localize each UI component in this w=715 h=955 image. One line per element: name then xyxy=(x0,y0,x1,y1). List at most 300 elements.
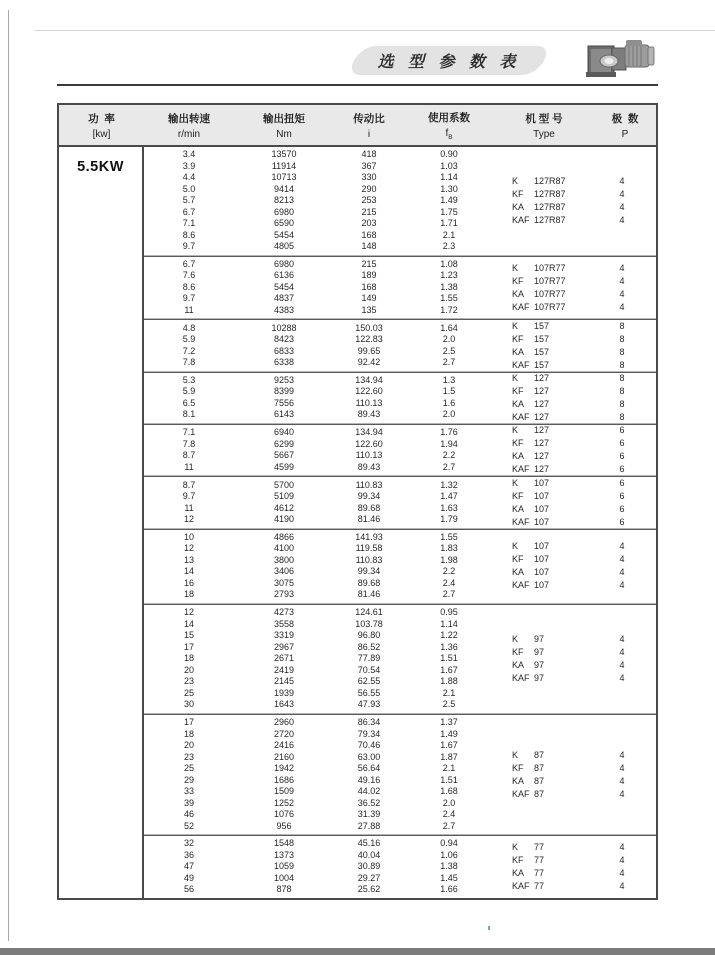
cell: 1059 xyxy=(273,861,295,872)
cell: 1.83 xyxy=(440,543,458,554)
cell: 2.4 xyxy=(442,577,456,588)
type-row xyxy=(512,346,658,359)
cell: 89.68 xyxy=(357,502,381,513)
cell: 1.08 xyxy=(440,258,458,269)
type-model: 77 xyxy=(534,881,545,892)
cell: 215 xyxy=(361,206,377,217)
cell: 1004 xyxy=(273,872,295,883)
cell: 25 xyxy=(183,763,194,773)
cell: 14 xyxy=(183,618,194,629)
cell: 134.94 xyxy=(355,374,383,385)
type-prefix: KA xyxy=(512,868,525,879)
cell: 1.14 xyxy=(440,618,458,629)
cell: 150.03 xyxy=(355,322,383,333)
cell: 1373 xyxy=(273,849,295,860)
poles-value: 4 xyxy=(619,301,625,312)
cell: 36 xyxy=(183,849,194,860)
poles-value: 6 xyxy=(619,490,625,501)
cell: 6833 xyxy=(273,345,295,356)
poles-value: 6 xyxy=(619,477,625,488)
cell: 1.49 xyxy=(440,728,458,739)
cell: 2.2 xyxy=(442,566,456,577)
cell: 7.2 xyxy=(182,345,196,356)
cell: 96.80 xyxy=(357,630,381,641)
poles-value: 4 xyxy=(619,672,625,683)
data-block xyxy=(144,478,656,528)
cell: 0.95 xyxy=(440,607,458,618)
type-prefix: K xyxy=(512,749,519,760)
cell: 0.90 xyxy=(440,149,458,159)
type-model: 157 xyxy=(534,346,550,357)
cell: 253 xyxy=(361,195,377,205)
cell: 49.16 xyxy=(357,774,381,785)
cell: 86.34 xyxy=(357,717,381,727)
cell: 4805 xyxy=(273,241,295,251)
cell: 0.94 xyxy=(440,838,458,849)
cell: 1.88 xyxy=(440,676,458,687)
data-block xyxy=(144,257,656,319)
cell: 1.30 xyxy=(440,183,458,194)
type-row xyxy=(512,867,658,880)
type-model: 107 xyxy=(534,477,550,488)
cell: 1.79 xyxy=(440,514,458,525)
cell: 1.22 xyxy=(440,630,458,641)
type-column xyxy=(512,478,658,528)
cell: 6.7 xyxy=(182,206,196,217)
data-block xyxy=(144,836,656,898)
cell: 6136 xyxy=(273,270,295,281)
cell: 1.5 xyxy=(442,386,456,397)
type-prefix: KA xyxy=(512,451,525,462)
cell: 124.61 xyxy=(355,607,383,618)
cell: 1939 xyxy=(273,687,295,698)
cell: 7556 xyxy=(273,397,295,408)
type-prefix: K xyxy=(512,372,519,383)
type-column xyxy=(512,836,658,898)
type-model: 107R77 xyxy=(534,301,566,312)
type-model: 97 xyxy=(534,659,545,670)
poles-value: 8 xyxy=(619,333,625,344)
cell: 2145 xyxy=(273,676,295,687)
cell: 1.38 xyxy=(440,281,458,292)
cell: 15 xyxy=(183,630,194,641)
cell: 8213 xyxy=(273,195,295,205)
type-row xyxy=(512,659,658,672)
cell: 215 xyxy=(361,258,377,269)
cell: 89.68 xyxy=(357,577,381,588)
cell: 6.5 xyxy=(182,397,196,408)
cell: 418 xyxy=(361,149,377,159)
cell: 29.27 xyxy=(357,872,381,883)
cell: 10713 xyxy=(271,172,297,182)
cell: 7.1 xyxy=(182,427,196,438)
cell: 1.75 xyxy=(440,206,458,217)
cell: 45.16 xyxy=(357,838,381,849)
poles-value: 4 xyxy=(619,842,625,853)
type-row xyxy=(512,788,658,801)
poles-value: 8 xyxy=(619,385,625,396)
poles-value: 6 xyxy=(619,451,625,462)
cell: 1.49 xyxy=(440,195,458,205)
cell: 77.89 xyxy=(357,653,381,664)
type-model: 127 xyxy=(534,385,550,396)
type-row xyxy=(512,214,658,227)
poles-value: 4 xyxy=(619,554,625,565)
type-prefix: KAF xyxy=(512,672,530,683)
cell: 1.64 xyxy=(440,322,458,333)
type-row xyxy=(512,841,658,854)
cell: 2.3 xyxy=(442,241,456,251)
type-model: 107R77 xyxy=(534,262,566,273)
type-model: 107 xyxy=(534,541,550,552)
type-prefix: KF xyxy=(512,762,524,773)
cell: 103.78 xyxy=(355,618,383,629)
type-prefix: K xyxy=(512,262,519,273)
cell: 1548 xyxy=(273,838,295,849)
cell: 86.52 xyxy=(357,641,381,652)
cell: 8.6 xyxy=(182,229,196,240)
poles-value: 4 xyxy=(619,855,625,866)
type-row xyxy=(512,188,658,201)
cell: 3.4 xyxy=(182,149,196,159)
cell: 1942 xyxy=(273,763,295,773)
cell: 52 xyxy=(183,820,194,831)
cell: 148 xyxy=(361,241,377,251)
cell: 6143 xyxy=(273,409,295,420)
cell: 1.55 xyxy=(440,531,458,542)
cell: 13 xyxy=(183,554,194,565)
cell: 4.8 xyxy=(182,322,196,333)
cell: 2.7 xyxy=(442,461,456,472)
cell: 14 xyxy=(183,566,194,577)
cell: 2671 xyxy=(273,653,295,664)
type-row xyxy=(512,201,658,214)
poles-value: 8 xyxy=(619,359,625,370)
cell: 44.02 xyxy=(357,786,381,796)
cell: 36.52 xyxy=(357,797,381,808)
cell: 8.7 xyxy=(182,479,196,490)
cell: 5109 xyxy=(273,491,295,502)
type-prefix: KA xyxy=(512,503,525,514)
data-block xyxy=(144,715,656,834)
cell: 4383 xyxy=(273,304,295,315)
scan-edge-bottom xyxy=(0,948,715,955)
cell: 3558 xyxy=(273,618,295,629)
type-model: 107 xyxy=(534,567,550,578)
cell: 30 xyxy=(183,699,194,710)
header-type: 机 型 号 Type xyxy=(525,112,563,140)
cell: 11914 xyxy=(271,160,297,171)
type-model: 127 xyxy=(534,425,550,436)
poles-value: 6 xyxy=(619,438,625,449)
type-model: 97 xyxy=(534,646,545,657)
cell: 10288 xyxy=(271,322,297,333)
scan-speck xyxy=(488,926,490,930)
cell: 4837 xyxy=(273,293,295,304)
cell: 9414 xyxy=(273,183,295,194)
type-model: 157 xyxy=(534,359,550,370)
cell: 32 xyxy=(183,838,194,849)
cell: 1.55 xyxy=(440,293,458,304)
poles-value: 4 xyxy=(619,659,625,670)
cell: 122.60 xyxy=(355,386,383,397)
type-model: 87 xyxy=(534,749,545,760)
scan-edge-top xyxy=(34,30,715,31)
type-model: 107 xyxy=(534,503,550,514)
cell: 2960 xyxy=(273,717,295,727)
cell: 9.7 xyxy=(182,241,196,251)
type-row xyxy=(512,672,658,685)
cell: 2.1 xyxy=(442,763,456,773)
poles-value: 4 xyxy=(619,188,625,199)
poles-value: 4 xyxy=(619,567,625,578)
type-column xyxy=(512,147,658,255)
data-block xyxy=(144,373,656,423)
cell: 99.34 xyxy=(357,491,381,502)
type-column xyxy=(512,373,658,423)
cell: 1.76 xyxy=(440,427,458,438)
header-output-speed: 输出转速 r/min xyxy=(168,112,210,140)
type-row xyxy=(512,762,658,775)
type-row xyxy=(512,450,658,463)
cell: 2.7 xyxy=(442,589,456,600)
cell: 3075 xyxy=(273,577,295,588)
type-row xyxy=(512,775,658,788)
type-row xyxy=(512,288,658,301)
cell: 7.8 xyxy=(182,438,196,449)
type-model: 77 xyxy=(534,842,545,853)
cell: 5.3 xyxy=(182,374,196,385)
type-row xyxy=(512,301,658,314)
cell: 2.4 xyxy=(442,809,456,819)
cell: 4190 xyxy=(273,514,295,525)
cell: 25 xyxy=(183,687,194,698)
type-column xyxy=(512,715,658,834)
type-row xyxy=(512,175,658,188)
cell: 56 xyxy=(183,884,194,895)
type-prefix: KA xyxy=(512,201,525,212)
cell: 2967 xyxy=(273,641,295,652)
cell: 122.60 xyxy=(355,438,383,449)
table-header-row xyxy=(59,105,656,147)
type-model: 127 xyxy=(534,464,550,475)
poles-value: 4 xyxy=(619,214,625,225)
type-model: 157 xyxy=(534,333,550,344)
cell: 6980 xyxy=(273,206,295,217)
type-row xyxy=(512,463,658,476)
cell: 92.42 xyxy=(357,357,381,368)
type-model: 127R87 xyxy=(534,201,566,212)
type-model: 107R77 xyxy=(534,275,566,286)
cell: 3.9 xyxy=(182,160,196,171)
cell: 119.58 xyxy=(355,543,383,554)
type-row xyxy=(512,437,658,450)
type-prefix: KAF xyxy=(512,214,530,225)
cell: 81.46 xyxy=(357,589,381,600)
type-column xyxy=(512,530,658,603)
type-model: 127 xyxy=(534,372,550,383)
poles-value: 8 xyxy=(619,320,625,331)
poles-value: 4 xyxy=(619,262,625,273)
scan-edge-left xyxy=(8,10,9,941)
type-prefix: KAF xyxy=(512,580,530,591)
data-block xyxy=(144,530,656,603)
cell: 10 xyxy=(183,531,194,542)
cell: 9253 xyxy=(273,374,295,385)
cell: 1.37 xyxy=(440,717,458,727)
type-row xyxy=(512,749,658,762)
poles-value: 4 xyxy=(619,646,625,657)
cell: 2.1 xyxy=(442,687,456,698)
cell: 7.6 xyxy=(182,270,196,281)
type-model: 107 xyxy=(534,490,550,501)
cell: 56.64 xyxy=(357,763,381,773)
cell: 1.71 xyxy=(440,218,458,228)
type-model: 107R77 xyxy=(534,288,566,299)
cell: 40.04 xyxy=(357,849,381,860)
selection-parameter-table xyxy=(57,103,658,900)
cell: 31.39 xyxy=(357,809,381,819)
type-prefix: KA xyxy=(512,659,525,670)
cell: 2720 xyxy=(273,728,295,739)
title-divider xyxy=(57,84,658,86)
cell: 141.93 xyxy=(355,531,383,542)
type-row xyxy=(512,359,658,372)
type-row xyxy=(512,540,658,553)
cell: 2419 xyxy=(273,664,295,675)
cell: 23 xyxy=(183,751,194,762)
cell: 17 xyxy=(183,717,194,727)
header-output-torque: 输出扭矩 Nm xyxy=(263,112,305,140)
cell: 70.54 xyxy=(357,664,381,675)
cell: 8399 xyxy=(273,386,295,397)
cell: 8423 xyxy=(273,334,295,345)
cell: 4273 xyxy=(273,607,295,618)
cell: 2.7 xyxy=(442,820,456,831)
type-column xyxy=(512,321,658,371)
cell: 63.00 xyxy=(357,751,381,762)
type-model: 97 xyxy=(534,672,545,683)
poles-value: 6 xyxy=(619,516,625,527)
cell: 1643 xyxy=(273,699,295,710)
poles-value: 4 xyxy=(619,775,625,786)
cell: 367 xyxy=(361,160,377,171)
type-prefix: K xyxy=(512,320,519,331)
cell: 1.87 xyxy=(440,751,458,762)
type-prefix: KF xyxy=(512,333,524,344)
cell: 1.68 xyxy=(440,786,458,796)
type-prefix: K xyxy=(512,425,519,436)
type-prefix: KAF xyxy=(512,788,530,799)
type-model: 77 xyxy=(534,868,545,879)
cell: 1.06 xyxy=(440,849,458,860)
cell: 956 xyxy=(276,820,292,831)
type-row xyxy=(512,320,658,333)
cell: 11 xyxy=(184,304,194,315)
type-prefix: KA xyxy=(512,775,525,786)
type-prefix: KAF xyxy=(512,516,530,527)
cell: 1.47 xyxy=(440,491,458,502)
cell: 2.0 xyxy=(442,334,456,345)
poles-value: 8 xyxy=(619,398,625,409)
type-prefix: K xyxy=(512,541,519,552)
type-row xyxy=(512,398,658,411)
cell: 79.34 xyxy=(357,728,381,739)
poles-value: 4 xyxy=(619,201,625,212)
cell: 878 xyxy=(276,884,292,895)
type-row xyxy=(512,275,658,288)
cell: 99.34 xyxy=(357,566,381,577)
type-prefix: KF xyxy=(512,385,524,396)
type-model: 157 xyxy=(534,320,550,331)
type-row xyxy=(512,633,658,646)
cell: 2.2 xyxy=(442,450,456,461)
poles-value: 4 xyxy=(619,749,625,760)
table-blocks xyxy=(144,147,656,898)
cell: 1.45 xyxy=(440,872,458,883)
cell: 1.51 xyxy=(440,774,458,785)
power-value: 5.5KW xyxy=(77,159,124,175)
cell: 6338 xyxy=(273,357,295,368)
cell: 4599 xyxy=(273,461,295,472)
cell: 5454 xyxy=(273,281,295,292)
type-column xyxy=(512,257,658,319)
cell: 2.5 xyxy=(442,699,456,710)
cell: 2.7 xyxy=(442,357,456,368)
poles-value: 4 xyxy=(619,881,625,892)
cell: 1.38 xyxy=(440,861,458,872)
cell: 1252 xyxy=(273,797,295,808)
type-model: 127 xyxy=(534,438,550,449)
type-row xyxy=(512,490,658,503)
type-row xyxy=(512,477,658,490)
cell: 4.4 xyxy=(182,172,196,182)
cell: 3800 xyxy=(273,554,295,565)
type-prefix: KAF xyxy=(512,881,530,892)
cell: 8.1 xyxy=(182,409,196,420)
cell: 5.0 xyxy=(182,183,196,194)
cell: 122.83 xyxy=(355,334,383,345)
cell: 1.23 xyxy=(440,270,458,281)
type-prefix: KAF xyxy=(512,301,530,312)
data-block xyxy=(144,147,656,255)
type-row xyxy=(512,424,658,437)
cell: 9.7 xyxy=(182,293,196,304)
type-row xyxy=(512,880,658,893)
header-poles: 极 数 P xyxy=(611,112,639,140)
poles-value: 4 xyxy=(619,288,625,299)
header-power: 功 率 [kw] xyxy=(88,112,115,140)
cell: 2.5 xyxy=(442,345,456,356)
type-prefix: KF xyxy=(512,855,524,866)
cell: 30.89 xyxy=(357,861,381,872)
data-block xyxy=(144,425,656,475)
cell: 2.1 xyxy=(442,229,456,240)
type-model: 127 xyxy=(534,398,550,409)
poles-value: 4 xyxy=(619,275,625,286)
cell: 2416 xyxy=(273,740,295,750)
cell: 3406 xyxy=(273,566,295,577)
type-row xyxy=(512,579,658,592)
poles-value: 4 xyxy=(619,580,625,591)
type-row xyxy=(512,854,658,867)
type-column xyxy=(512,425,658,475)
cell: 33 xyxy=(183,786,194,796)
poles-value: 4 xyxy=(619,788,625,799)
cell: 110.13 xyxy=(355,450,383,461)
cell: 9.7 xyxy=(182,491,196,502)
cell: 12 xyxy=(183,607,194,618)
